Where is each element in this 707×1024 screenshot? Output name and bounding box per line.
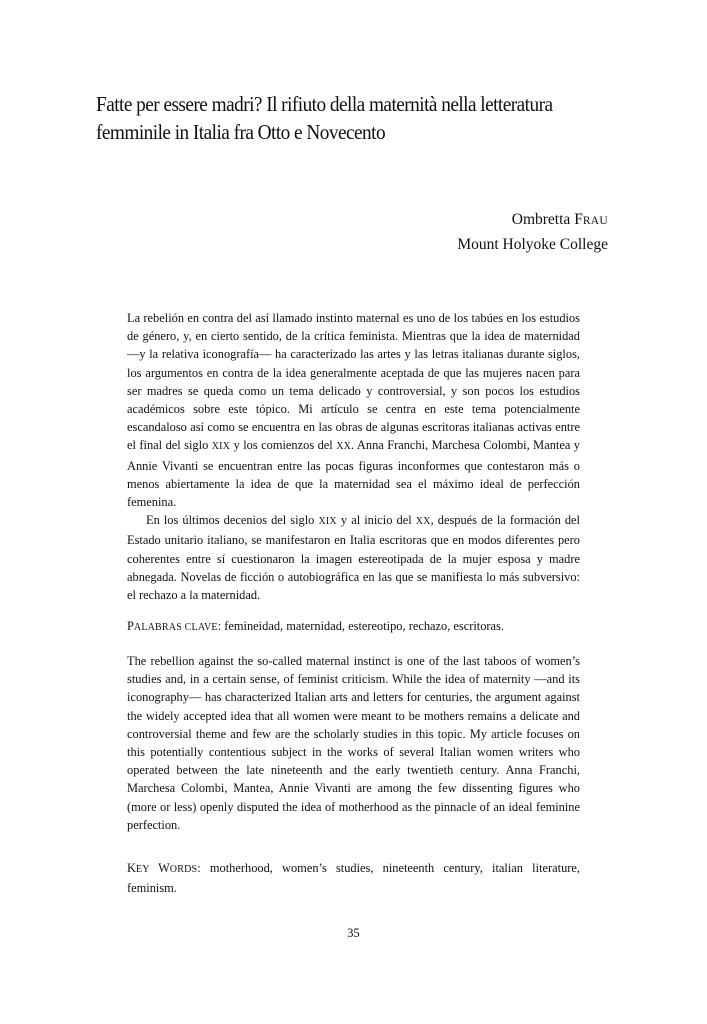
abstract-spanish	[127, 309, 580, 604]
page-number: 35	[347, 926, 360, 940]
title-line-2: femminile in Italia fra Otto e Novecento	[96, 120, 386, 144]
keywords-spanish-line	[127, 617, 580, 637]
abstract-es-p1-text-c: . Anna Franchi, Marchesa Colombi, Mantea y Annie Vivanti se encuentran entre las pocas figuras inconformes que contestaron más o menos abiertamente la idea de que la maternidad sea el máximo ideal de perfección femenina.	[127, 438, 580, 510]
abstract-spanish-paragraph-1	[127, 309, 580, 511]
keywords-label-initial-k: K	[127, 861, 136, 875]
author-affiliation: Mount Holyoke College	[457, 236, 608, 253]
author-name	[457, 208, 608, 233]
century-xix: XIX	[318, 516, 337, 528]
title-line-1: Fatte per essere madri? Il rifiuto della maternità nella letteratura	[96, 92, 553, 116]
keywords-spanish-text: : femineidad, maternidad, estereotipo, rechazo, escritoras.	[217, 619, 504, 633]
abstract-english	[127, 652, 580, 834]
abstract-english-paragraph: The rebellion against the so-called maternal instinct is one of the last taboos of women’s studies and, in a certain sense, of feminist criticism. While the idea of maternity —and its iconography— has characterized Italian arts and letters for centuries, the argument against the widely accepted idea that all women were meant to be mothers remains a delicate and controversial theme and few are the scholarly studies in this topic. My article focuses on this potentially contentious subject in the works of several Italian women writers who operated between the late nineteenth and the early twentieth century. Anna Franchi, Marchesa Colombi, Mantea, Annie Vivanti are among the few dissenting figures who (more or less) openly disputed the idea of motherhood as the pinnacle of an ideal feminine perfection.	[127, 654, 580, 832]
keywords-english-text: : motherhood, women’s studies, nineteenth century, italian literature, feminism.	[127, 861, 580, 896]
author-surname-rest: RAU	[582, 215, 608, 227]
keywords-english-line	[127, 859, 580, 897]
article-title	[96, 90, 556, 146]
abstract-spanish-paragraph-2	[127, 511, 580, 604]
abstract-es-p1-text-a: La rebelión en contra del así llamado instinto maternal es uno de los tabúes en los estudios de género, y, en cierto sentido, de la crítica feminista. Mientras que la idea de maternidad —y la relativa iconografía— ha caracterizado las artes y las letras italianas durante siglos, los argumentos en contra de la idea generalmente aceptada de que las mujeres nacen para ser madres se queda como un tema delicado y controversial, y son pocos los estudios académicos sobre este tópico. Mi artículo se centra en este tema potencialmente escandaloso así como se encuentra en las obras de algunas escritoras italianas activas entre el final del siglo	[127, 311, 580, 453]
century-xx: XX	[336, 441, 352, 453]
keywords-label-rest-ey: EY	[135, 864, 159, 875]
keywords-label-rest: ALABRAS CLAVE	[133, 622, 218, 633]
keywords-label-initial: P	[127, 619, 134, 633]
abstract-es-p2-text-a: En los últimos decenios del siglo	[146, 513, 319, 528]
keywords-spanish	[127, 617, 580, 637]
century-xx: XX	[415, 516, 431, 528]
abstract-es-p2-text-c: , después de la formación del Estado unitario italiano, se manifestaron en Italia escritoras que en modos diferentes pero coherentes entre sí cuestionaron la imagen estereotipada de la mujer esposa y madre abnegada. Novelas de ficción o autobiográfica en las que se manifiesta lo más subversivo: el rechazo a la maternidad.	[127, 513, 580, 603]
keywords-label-initial-w: W	[158, 861, 170, 875]
author-first-name: Ombretta	[511, 211, 571, 228]
author-surname-initial: F	[574, 211, 583, 228]
keywords-english	[127, 859, 580, 897]
century-xix: XIX	[211, 441, 231, 453]
abstract-es-p1-text-b: y los comienzos del	[230, 438, 337, 453]
abstract-es-p2-text-b: y al inicio del	[336, 513, 416, 528]
author-block	[457, 208, 608, 257]
keywords-label-rest-ords: ORDS	[169, 864, 198, 875]
